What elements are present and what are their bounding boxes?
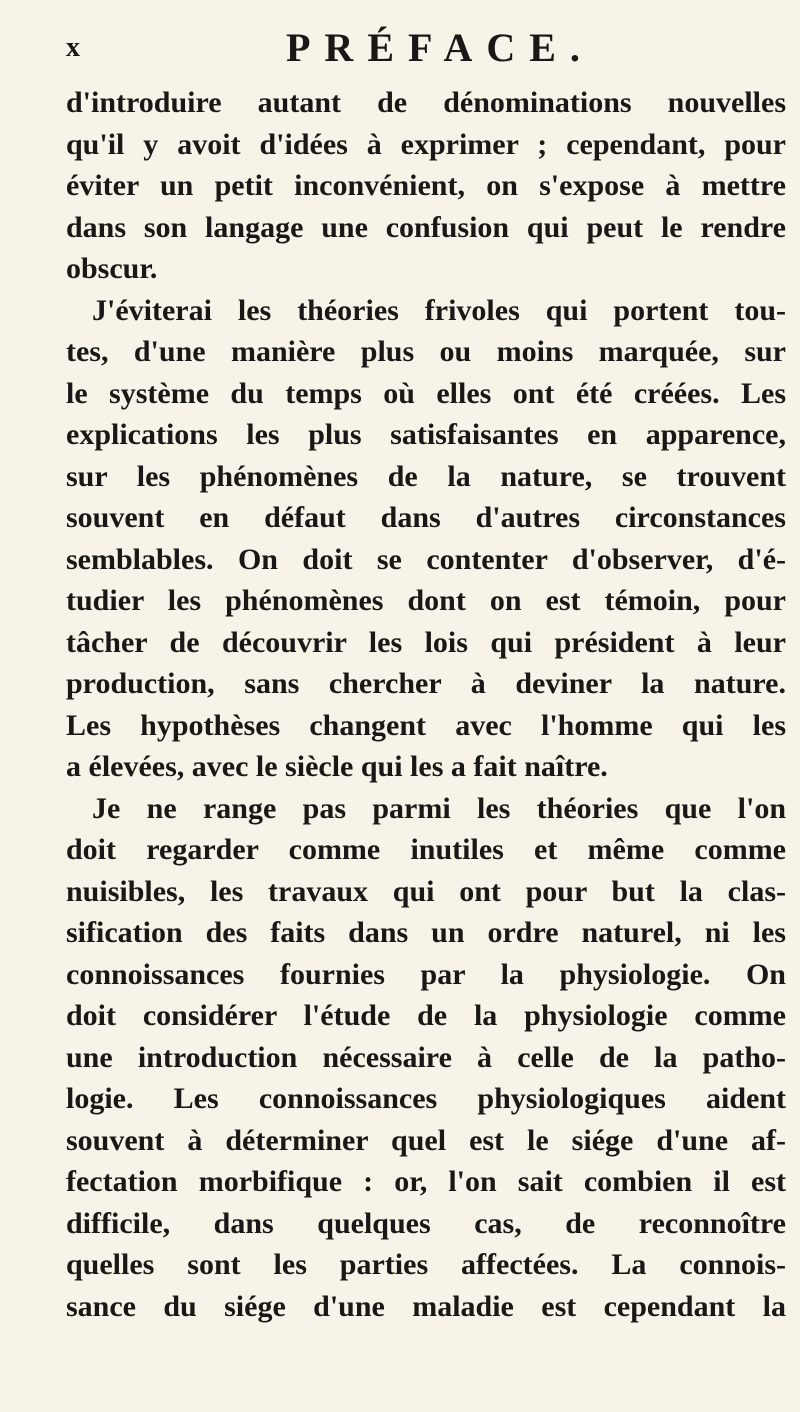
text-line: doit regarder comme inutiles et même comme — [66, 833, 786, 866]
text-line: J'éviterai les théories frivoles qui portent tou- — [92, 293, 786, 327]
body-text — [66, 82, 786, 1327]
text-line: sance du siége d'une maladie est cependant la — [66, 1289, 786, 1323]
text-line: Je ne range pas parmi les théories que l'on — [92, 791, 786, 825]
text-line: connoissances fournies par la physiologie. On — [66, 957, 786, 991]
text-line: production, sans chercher à deviner la nature. — [66, 667, 786, 700]
text-line: sur les phénomènes de la nature, se trouvent — [66, 459, 786, 493]
text-line: quelles sont les parties affectées. La connois- — [66, 1248, 786, 1281]
text-line: dans son langage une confusion qui peut le rendre — [66, 210, 786, 244]
running-title: PRÉFACE. — [286, 25, 594, 70]
text-line: explications les plus satisfaisantes en apparence, — [66, 418, 786, 451]
text-line: tâcher de découvrir les lois qui président à leur — [66, 625, 786, 659]
text-line: le système du temps où elles ont été créées. Les — [66, 376, 786, 410]
text-line: souvent en défaut dans d'autres circonstances — [66, 501, 786, 534]
page-header — [66, 24, 786, 72]
text-line: Les hypothèses changent avec l'homme qui les — [66, 708, 786, 742]
text-line: doit considérer l'étude de la physiologie comme — [66, 999, 786, 1032]
text-line: difficile, dans quelques cas, de reconnoître — [66, 1206, 786, 1240]
text-line: qu'il y avoit d'idées à exprimer ; cependant, pour — [66, 127, 786, 161]
text-line: tudier les phénomènes dont on est témoin, pour — [66, 584, 786, 617]
text-line: souvent à déterminer quel est le siége d'une af- — [66, 1123, 786, 1157]
text-line: tes, d'une manière plus ou moins marquée, sur — [66, 335, 786, 368]
text-line: fectation morbifique : or, l'on sait combien il est — [66, 1165, 786, 1198]
text-line: éviter un petit inconvénient, on s'expose à mettre — [66, 169, 786, 202]
text-line: nuisibles, les travaux qui ont pour but la clas- — [66, 874, 786, 908]
page-number: x — [66, 32, 81, 63]
text-line: d'introduire autant de dénominations nouvelles — [66, 86, 786, 119]
text-line: une introduction nécessaire à celle de la patho- — [66, 1040, 786, 1074]
text-line: obscur. — [66, 252, 158, 285]
text-line: logie. Les connoissances physiologiques aident — [66, 1082, 786, 1115]
text-line: sification des faits dans un ordre naturel, ni les — [66, 916, 786, 949]
text-line: a élevées, avec le siècle qui les a fait naître. — [66, 750, 608, 783]
text-line: semblables. On doit se contenter d'observer, d'é- — [66, 542, 786, 576]
